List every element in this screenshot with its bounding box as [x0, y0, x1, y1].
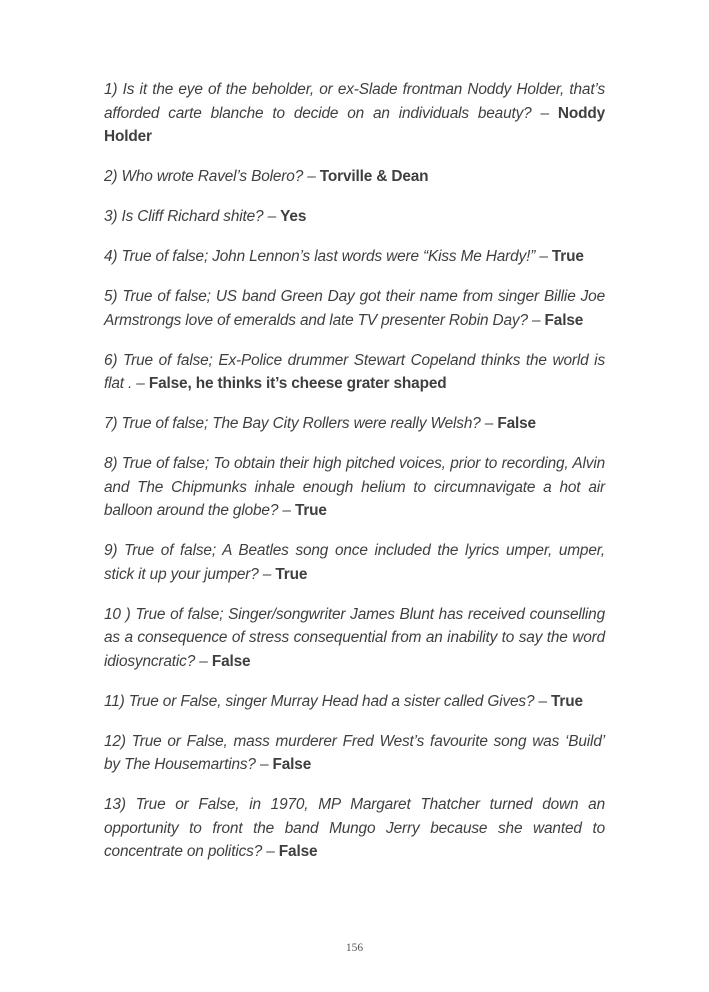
question-text: 11) True or False, singer Murray Head had a sister called Gives? –	[104, 692, 547, 710]
answer-text: True	[275, 565, 308, 583]
page-number: 156	[345, 942, 364, 954]
quiz-item-10	[104, 603, 605, 674]
quiz-item-13	[104, 793, 605, 864]
question-text: 4) True of false; John Lennon’s last words were “Kiss Me Hardy!” –	[104, 248, 548, 265]
question-text: 6) True of false; Ex-Police drummer Stewart Copeland thinks the world is flat . –	[104, 351, 605, 392]
quiz-item-11	[104, 690, 605, 714]
answer-text: Torville & Dean	[319, 168, 429, 185]
answer-text: False	[497, 415, 536, 432]
quiz-item-5	[104, 285, 605, 332]
answer-text: Noddy Holder	[104, 104, 605, 145]
answer-text: False	[278, 843, 318, 860]
answer-text: True	[551, 692, 583, 710]
quiz-item-1	[104, 78, 605, 149]
quiz-item-2	[104, 165, 605, 189]
question-text: 8) True of false; To obtain their high pitched voices, prior to recording, Alvin and The Chipmunks inhale enough helium to circumnavigate a hot air balloon around the globe? –	[104, 455, 605, 519]
question-text: 13) True or False, in 1970, MP Margaret Thatcher turned down an opportunity to front the band Mungo Jerry because she wanted to concentrate on politics? –	[104, 796, 605, 860]
question-text: 12) True or False, mass murderer Fred West’s favourite song was ‘Build’ by The Housemartins? –	[104, 732, 605, 773]
answer-text: False, he thinks it’s cheese grater shaped	[148, 375, 447, 392]
quiz-item-6	[104, 349, 605, 396]
question-text: 2) Who wrote Ravel’s Bolero? –	[104, 168, 316, 185]
answer-text: True	[294, 502, 327, 519]
question-text: 7) True of false; The Bay City Rollers were really Welsh? –	[104, 415, 494, 432]
question-text: 1) Is it the eye of the beholder, or ex-Slade frontman Noddy Holder, that’s afforded carte blanche to decide on an individuals beauty? –	[104, 81, 605, 122]
quiz-item-9	[104, 539, 605, 586]
quiz-item-7	[104, 412, 605, 436]
quiz-item-8	[104, 452, 605, 523]
question-text: 10 ) True of false; Singer/songwriter James Blunt has received counselling as a consequence of stress consequential from an inability to say the word idiosyncratic? –	[104, 605, 605, 670]
quiz-item-4	[104, 245, 605, 269]
answer-text: False	[544, 311, 584, 329]
question-text: 3) Is Cliff Richard shite? –	[104, 208, 277, 225]
quiz-answer-list	[104, 78, 605, 880]
answer-text: False	[211, 652, 251, 670]
answer-text: False	[272, 756, 312, 773]
answer-text: True	[551, 248, 584, 265]
quiz-item-3	[104, 205, 605, 229]
answer-text: Yes	[280, 208, 307, 225]
question-text: 5) True of false; US band Green Day got their name from singer Billie Joe Armstrongs love of emeralds and late TV presenter Robin Day? –	[104, 288, 605, 329]
quiz-item-12	[104, 730, 605, 777]
question-text: 9) True of false; A Beatles song once included the lyrics umper, umper, stick it up your jumper? –	[104, 542, 605, 583]
